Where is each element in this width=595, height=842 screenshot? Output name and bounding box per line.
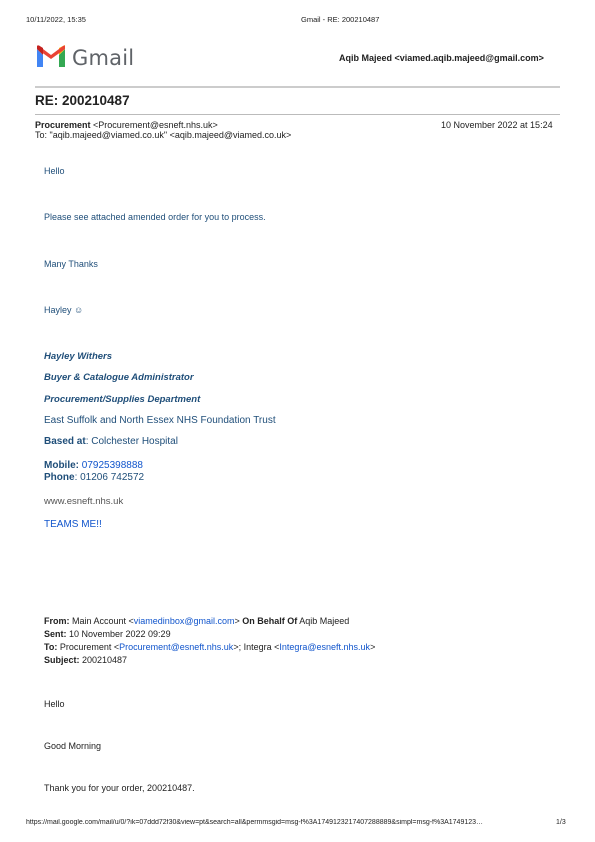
divider (35, 114, 560, 115)
body-name: Hayley ☺ (44, 305, 84, 315)
signature-based (44, 436, 178, 447)
forward-to-middle: >; Integra < (233, 642, 280, 652)
forward-to-suffix: > (370, 642, 376, 652)
based-value: : Colchester Hospital (85, 436, 178, 447)
signature-mobile (44, 460, 143, 471)
forward-behalf-name: Aqib Majeed (297, 616, 350, 626)
forward-from (44, 616, 349, 626)
account-identity: Aqib Majeed <viamed.aqib.majeed@gmail.com> (339, 53, 544, 63)
forward-subject-label: Subject: (44, 655, 80, 665)
print-page-number: 1/3 (556, 819, 566, 826)
forward-to-email-link[interactable]: Integra@esneft.nhs.uk (279, 642, 371, 652)
forward-subject (44, 655, 127, 665)
forward-to-label: To: (44, 642, 58, 652)
print-footer-url: https://mail.google.com/mail/u/0/?ik=07ddd72f30&view=pt&search=all&permmsgid=msg-f%3A1749123217407288889&simpl=msg-f%3A1749123… (26, 819, 484, 826)
body-greeting: Hello (44, 166, 65, 176)
recipient-line: To: "aqib.majeed@viamed.co.uk" <aqib.majeed@viamed.co.uk> (35, 130, 292, 140)
forward-behalf-label: On Behalf Of (239, 616, 298, 626)
forward-good-morning: Good Morning (44, 741, 102, 751)
forward-to-prefix: Procurement < (57, 642, 120, 652)
phone-label: Phone (44, 472, 75, 483)
forward-from-suffix: > (234, 616, 240, 626)
based-label: Based at (44, 436, 86, 447)
mobile-label: Mobile: (44, 460, 79, 471)
print-datetime: 10/11/2022, 15:35 (26, 15, 86, 24)
gmail-wordmark: Gmail (72, 46, 135, 70)
forward-sent-label: Sent: (44, 629, 67, 639)
forward-thanks-line: Thank you for your order, 200210487. (44, 783, 195, 793)
forward-from-label: From: (44, 616, 70, 626)
forward-greeting: Hello (44, 699, 65, 709)
mobile-link[interactable]: 07925398888 (79, 460, 143, 471)
forward-subject-value: 200210487 (79, 655, 128, 665)
signature-title: Buyer & Catalogue Administrator (44, 372, 194, 383)
forward-from-email-link[interactable]: viamedinbox@gmail.com (133, 616, 235, 626)
signature-trust: East Suffolk and North Essex NHS Foundation Trust (44, 415, 276, 426)
signature-website[interactable]: www.esneft.nhs.uk (44, 496, 124, 507)
gmail-m-icon (35, 45, 67, 69)
divider (35, 86, 560, 88)
email-date: 10 November 2022 at 15:24 (441, 120, 553, 130)
signature-department: Procurement/Supplies Department (44, 394, 201, 405)
phone-value: : 01206 742572 (74, 472, 145, 483)
forward-sent-value: 10 November 2022 09:29 (66, 629, 171, 639)
signature-name: Hayley Withers (44, 351, 113, 362)
forward-to-email-link[interactable]: Procurement@esneft.nhs.uk (119, 642, 234, 652)
forward-from-name: Main Account < (69, 616, 134, 626)
sender-name: Procurement (35, 120, 91, 130)
sender-line (35, 120, 218, 130)
email-subject: RE: 200210487 (35, 93, 130, 108)
body-thanks: Many Thanks (44, 259, 98, 269)
body-message: Please see attached amended order for you to process. (44, 212, 266, 222)
signature-phone (44, 472, 144, 483)
gmail-logo[interactable] (35, 44, 135, 70)
forward-to (44, 642, 375, 652)
print-page-title: Gmail - RE: 200210487 (301, 15, 380, 24)
signature-teams-link[interactable]: TEAMS ME!! (44, 519, 102, 530)
sender-email: <Procurement@esneft.nhs.uk> (93, 120, 218, 130)
forward-sent (44, 629, 171, 639)
